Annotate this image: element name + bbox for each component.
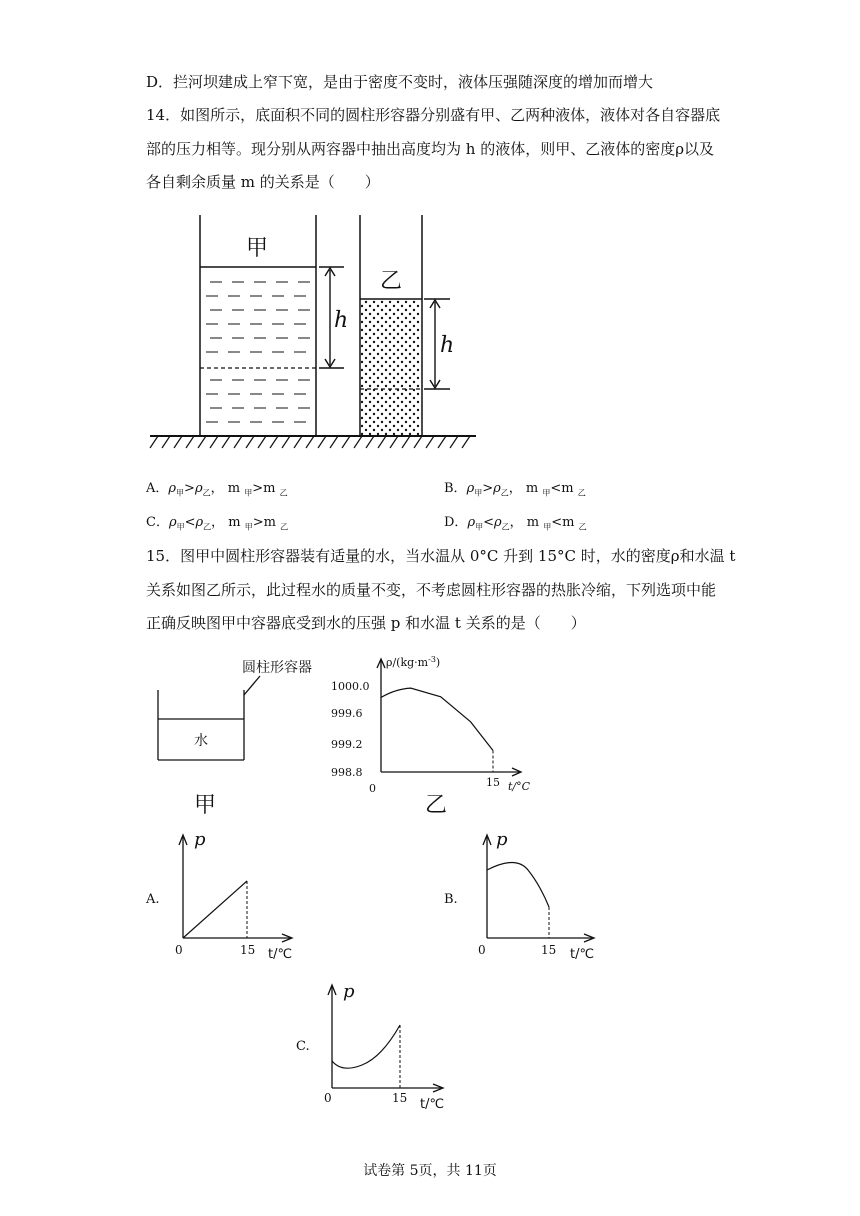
q14-stem-line2: 部的压力相等。现分别从两容器中抽出高度均为 h 的液体，则甲、乙液体的密度ρ以及: [146, 140, 715, 158]
yi-xlabel: t/°C: [508, 780, 531, 793]
water-label: 水: [194, 733, 208, 749]
ground-hatch: [150, 436, 470, 448]
yi-ytick-label: 999.6: [331, 707, 363, 720]
density-curve: [381, 688, 493, 750]
figure-14: [0, 200, 860, 460]
yi-xtick: 15: [486, 776, 500, 789]
figure-15-yi-chart: [330, 650, 570, 830]
q15-option-b-graph[interactable]: [470, 825, 620, 965]
yi-ytick-label: 1000.0: [331, 680, 370, 693]
graph-b-origin: 0: [478, 943, 486, 957]
q15-option-c-letter[interactable]: C.: [296, 1039, 310, 1054]
graph-b-ylabel: p: [496, 829, 508, 850]
yi-ylabel: $\rho/(kg\cdot m^{-3})$: [386, 655, 441, 669]
yi-ytick-label: 998.8: [331, 766, 363, 779]
graph-c-xtick: 15: [392, 1091, 408, 1105]
graph-c-ylabel: p: [343, 981, 355, 1002]
graph-c-origin: 0: [324, 1091, 332, 1105]
label-jia: 甲: [246, 236, 269, 261]
liquid-yi: [361, 299, 421, 436]
q14-option-b[interactable]: B．$\rho_甲>\rho_乙$， m $_甲$<m $_乙$: [444, 481, 586, 498]
q14-option-d[interactable]: D．$\rho_甲<\rho_乙$， m $_甲$<m $_乙$: [444, 515, 587, 532]
h-label-yi: h: [440, 333, 455, 358]
graph-a-line: [183, 881, 247, 938]
graph-a-ylabel: p: [194, 829, 206, 850]
liquid-jia-dashes: [206, 282, 310, 422]
q15-stem-line2: 关系如图乙所示，此过程水的质量不变，不考虑圆柱形容器的热胀冷缩，下列选项中能: [146, 581, 717, 599]
graph-b-xtick: 15: [541, 943, 557, 957]
q15-option-b-letter[interactable]: B.: [444, 892, 458, 907]
yi-origin: 0: [369, 782, 376, 795]
label-15-jia: 甲: [194, 793, 217, 818]
q15-stem-line1: 15．图甲中圆柱形容器装有适量的水，当水温从 0°C 升到 15°C 时，水的密度ρ和水温 t: [146, 547, 736, 565]
q15-stem-line3: 正确反映图甲中容器底受到水的压强 p 和水温 t 关系的是（ ）: [146, 614, 586, 632]
graph-c-xlabel: t/℃: [420, 1097, 445, 1112]
figure-15-jia: [140, 650, 340, 830]
label-yi: 乙: [380, 269, 403, 294]
q14-option-a[interactable]: A．$\rho_甲>\rho_乙$， m $_甲$>m $_乙$: [146, 481, 288, 498]
q15-option-a-letter[interactable]: A.: [146, 892, 160, 907]
graph-a-xlabel: t/℃: [268, 947, 293, 962]
container-label: 圆柱形容器: [242, 660, 312, 676]
graph-b-xlabel: t/℃: [570, 947, 595, 962]
q14-option-c[interactable]: C．$\rho_甲<\rho_乙$， m $_甲$>m $_乙$: [146, 515, 289, 532]
graph-c-curve: [332, 1025, 400, 1068]
label-15-yi: 乙: [425, 793, 448, 818]
q14-stem-line1: 14．如图所示，底面积不同的圆柱形容器分别盛有甲、乙两种液体，液体对各自容器底: [146, 106, 721, 124]
page-footer: 试卷第 5页，共 11页: [363, 1163, 497, 1179]
q14-stem-line3: 各自剩余质量 m 的关系是（ ）: [146, 173, 380, 191]
option-d-q13: D．拦河坝建成上窄下宽，是由于密度不变时，液体压强随深度的增加而增大: [146, 73, 654, 91]
q15-option-c-graph[interactable]: [316, 975, 466, 1115]
yi-ytick-label: 999.2: [331, 738, 363, 751]
h-label-jia: h: [334, 308, 349, 333]
graph-a-origin: 0: [175, 943, 183, 957]
graph-b-curve: [487, 863, 549, 908]
q15-option-a-graph[interactable]: [168, 825, 318, 965]
graph-a-xtick: 15: [240, 943, 256, 957]
